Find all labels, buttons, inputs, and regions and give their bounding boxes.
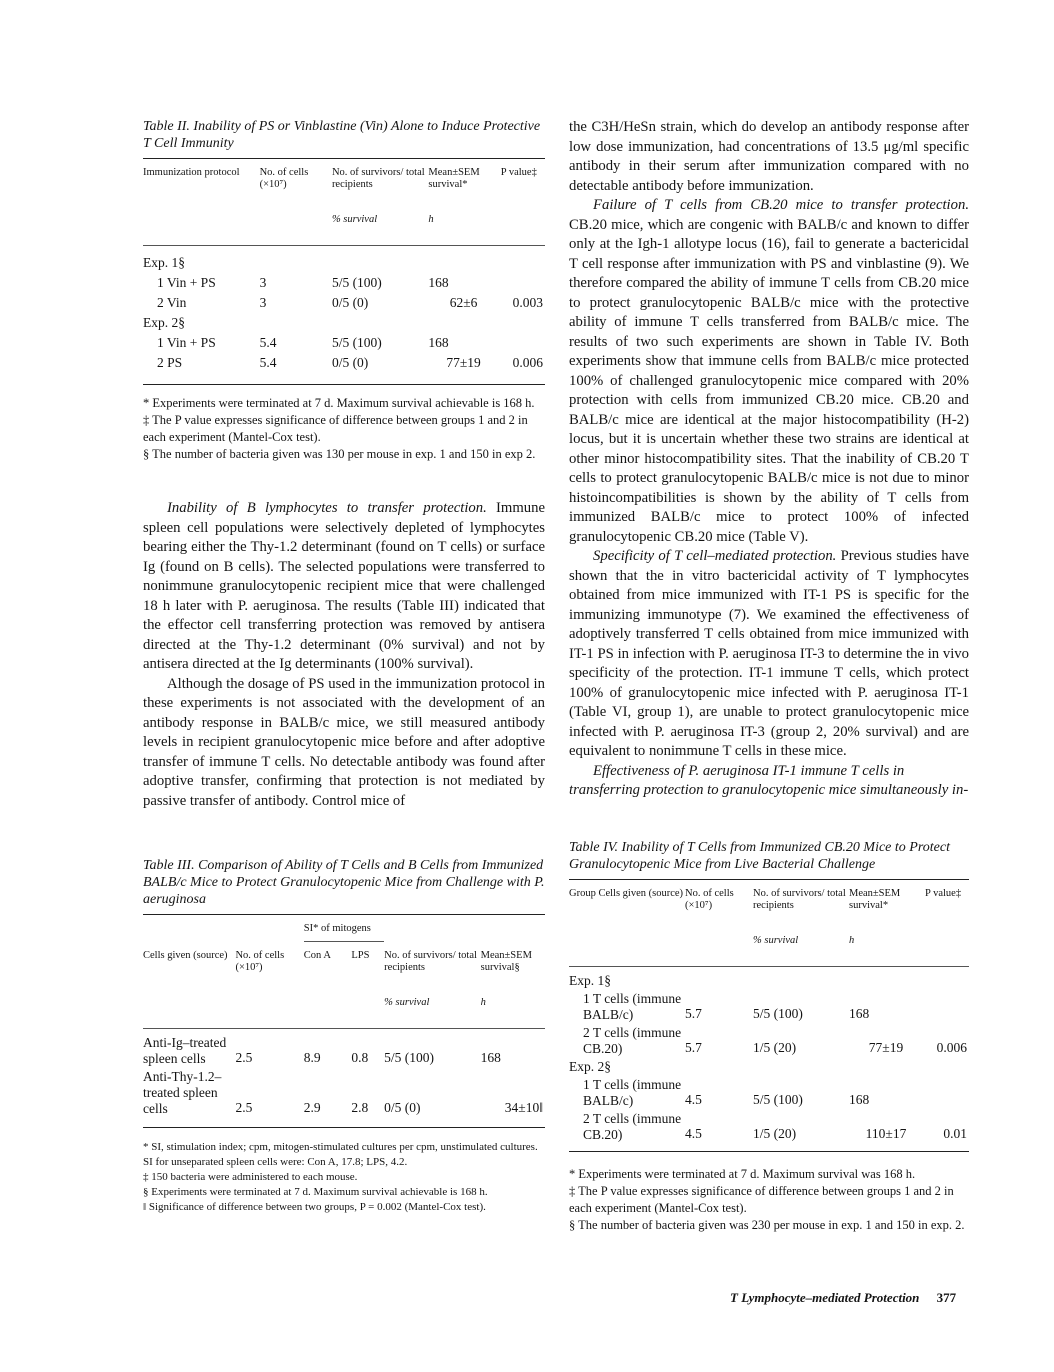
table3-row [143,1068,545,1128]
table4-cell: 4.5 [685,1091,702,1107]
table3-cell: 2.9 [303,1099,321,1115]
paragraph-lead: Inability of B lymphocytes to transfer protection. [167,500,487,516]
table2-unit [143,197,260,246]
running-title: T Lymphocyte–mediated Protection [730,1290,920,1305]
table2-row [143,313,545,333]
table4-cell: 5/5 (100) [753,1005,803,1021]
table2-cell: Exp. 2§ [143,315,185,330]
table4-row [569,966,969,990]
table2-cell: 0/5 (0) [331,295,369,310]
table3-unit: h [480,996,486,1008]
table2-footnote: § The number of bacteria given was 130 per mouse in exp. 1 and 150 in exp 2. [143,447,536,461]
table3-units-row [143,980,545,1029]
table2-cell: 5/5 (100) [331,275,382,290]
table2-cell: 5.4 [259,335,277,350]
table2 [143,158,545,385]
table3-header: Mean±SEM survival§ [480,949,532,973]
table2-unit [501,197,545,246]
paragraph [569,196,969,547]
table2-header: No. of cells (×10⁷) [259,167,309,190]
table2-row [143,353,545,385]
table4-header: P value‡ [925,887,962,899]
table4-row [569,1058,969,1076]
table2-unit [260,197,332,246]
table2-footnote: * Experiments were terminated at 7 d. Maximum survival achievable is 168 h. [143,396,535,410]
table4-cell: 5/5 (100) [753,1091,803,1107]
table3-cell: 5/5 (100) [384,1049,435,1065]
table3-header: Con A [303,950,331,961]
table2-cell: 1 Vin + PS [157,275,216,290]
table2-cell: 168 [428,275,449,290]
paragraph-lead: Failure of T cells from CB.20 mice to transfer protection. [593,197,969,213]
table2-cell: 0/5 (0) [331,355,369,370]
table4-cell: 2 T cells (immune CB.20) [583,1024,682,1056]
table2-header: P value‡ [500,167,537,178]
table4-cell: 110±17 [865,1125,907,1141]
table2-cell: Exp. 1§ [143,255,185,270]
table2-header-row [143,159,545,198]
table4-units-row [569,918,969,967]
right-column [569,118,969,1234]
table4-unit: % survival [753,934,799,946]
table4-cell: 5.7 [685,1039,702,1055]
table2-cell: 3 [259,295,267,310]
table2-row [143,246,545,274]
table3-footnote: § Experiments were terminated at 7 d. Maximum survival achievable is 168 h. [143,1185,488,1198]
table4-header-row [569,879,969,918]
table4-header: No. of survivors/ total recipients [753,887,846,911]
table4-row [569,1024,969,1058]
table2-cell: 3 [259,275,267,290]
table4-footnote: ‡ The P value expresses significance of difference between groups 1 and 2 in each experiment (Mantel-Cox test). [569,1183,954,1215]
table2-footnote: ‡ The P value expresses significance of difference between groups 1 and 2 in each experiment (Mantel-Cox test). [143,413,528,444]
table4-cell: 5.7 [685,1005,702,1021]
table3-cell: Anti-Thy-1.2–treated spleen cells [143,1068,222,1116]
table3-header: LPS [351,950,370,961]
paragraph [143,499,545,675]
table4-row [569,1110,969,1152]
paragraph-text: Although the dosage of PS used in the immunization protocol in these experiments is not associated with the development of an antibody response in BALB/c mice, we still measured antibody levels in recipient granulocytopenic mice before and after adoptive transfer of immune T cells. No detectable antibody was found after adoptive transfer, confirming that protection is not mediated by passive transfer of antibody. Control mice of [143,675,545,809]
table4-footnotes [569,1166,969,1234]
table4-cell [925,1076,969,1110]
table4-header: Group Cells given (source) [569,887,684,899]
table3-footnote: ‡ 150 bacteria were administered to each mouse. [143,1170,358,1183]
paragraph [569,762,969,801]
table2-cell: 5/5 (100) [331,335,382,350]
table3-header: No. of cells (×10⁷) [235,949,285,973]
table4-unit: h [849,934,855,946]
table4-cell: Exp. 2§ [569,1058,611,1074]
table4-row [569,1076,969,1110]
table3-cell: Anti-Ig–treated spleen cells [143,1034,227,1066]
table4-cell [925,990,969,1024]
left-column [143,118,545,1215]
table3-footnote: * SI, stimulation index; cpm, mitogen-stimulated cultures per cpm, unstimulated cultures. SI for unseparated spleen cells were: Con A, 17.8; LPS, 4.2. [143,1140,538,1168]
table3-cell: 34±10‖ [504,1099,543,1115]
table4-cell: 0.006 [936,1039,967,1055]
table4 [569,879,969,1152]
table4-cell: 2 T cells (immune CB.20) [583,1110,682,1142]
paragraph [569,547,969,762]
table2-header: No. of survivors/ total recipients [331,167,425,190]
table2-cell [501,333,545,353]
table3-cell: 2.5 [235,1099,253,1115]
table3-group-row [143,915,545,942]
table3-header: No. of survivors/ total recipients [384,949,477,973]
table2-row [143,273,545,293]
table2-cell: 5.4 [259,355,277,370]
table2-caption: Table II. Inability of PS or Vinblastine (Vin) Alone to Induce Protective T Cell Immunity [143,119,541,151]
paragraph-text: the C3H/HeSn strain, which do develop an antibody response after low dose immunization, had concentrations of 13.5 μg/ml specific antibody in their serum after immunization compared with no detectable antibody before immunization. [569,119,969,194]
table2-header: Immunization protocol [143,167,240,178]
table3-footnotes [143,1140,545,1215]
table3-row [143,1028,545,1068]
table3-block [143,857,545,1215]
table4-caption: Table IV. Inability of T Cells from Immunized CB.20 Mice to Protect Granulocytopenic Mice from Live Bacterial Challenge [569,839,950,872]
table2-unit: h [428,214,434,225]
table4-header: No. of cells (×10⁷) [685,887,734,911]
paragraph-lead: Effectiveness of P. aeruginosa IT-1 immune T cells in transferring protection to granulocytopenic mice simultaneously in- [569,762,969,798]
page-footer [730,1290,956,1306]
table2-header: Mean±SEM survival* [428,167,480,190]
left-body-text [143,499,545,811]
table2-row [143,333,545,353]
paragraph-text: CB.20 mice, which are congenic with BALB/c and known to differ only at the Igh-1 allotype locus (16), fail to generate a bactericidal T cell response after immunization with PS and vinblastine (9). We therefore compared the ability of immune T cells from CB.20 mice to protect granulocytopenic BALB/c mice with the protective ability of immune T cells transferred from BALB/c mice. The results of two such experiments are shown in Table IV. Both experiments show that immune cells from BALB/c mice protected 100% of challenged granulocytopenic mice compared with 20% protection with cells from immunized CB.20 mice. CB.20 and BALB/c mice are identical at the major histocompatibility (H-2) locus, but it is uncertain whether these two strains are identical at other minor histocompatibility sites. That the inability of CB.20 T cells to protect granulocytopenic BALB/c mice is not due to minor histoincompatibilities is shown by the ability of T cells from immunized BALB/c mice to protect 100% of infected granulocytopenic CB.20 mice (Table V). [569,216,969,545]
table4-row [569,990,969,1024]
table4-header: Mean±SEM survival* [849,887,901,911]
paragraph-text: Previous studies have shown that the in vitro bactericidal activity of T lymphocytes obtained from mice immunized with IT-1 PS is specific for the immunizing immunotype (7). We examined the effectiveness of adoptively transferred T cells obtained from mice immunized with IT-1 PS in infection with P. aeruginosa IT-3 to determine the in vivo specificity of the protection. IT-1 immune T cells, which protect 100% of granulocytopenic mice infected with P. aeruginosa IT-1 (Table VI, group 1), are unable to protect granulocytopenic mice infected with P. aeruginosa IT-3 (group 2, 20% survival) and are equivalent to nonimmune T cells in these mice. [569,548,969,759]
table3-caption: Table III. Comparison of Ability of T Cells and B Cells from Immunized BALB/c Mice to Protect Granulocytopenic Mice from Challenge with P. aeruginosa [143,858,545,907]
table3-group-header: SI* of mitogens [304,915,384,942]
table2-cell: 2 PS [157,355,183,370]
table4-footnote: * Experiments were terminated at 7 d. Maximum survival was 168 h. [569,1166,916,1181]
page-number: 377 [936,1290,957,1305]
table3-cell: 0.8 [351,1049,369,1065]
table4-cell: 4.5 [685,1125,702,1141]
table3-cell: 2.8 [351,1099,369,1115]
table3 [143,914,545,1128]
table3-cell: 8.9 [303,1049,321,1065]
table4-cell: 1/5 (20) [753,1039,797,1055]
table3-cell: 168 [480,1049,501,1065]
table2-cell: 2 Vin [157,295,187,310]
table2-cell [501,273,545,293]
table3-footnote: ‖ Significance of difference between two groups, P = 0.002 (Mantel-Cox test). [143,1200,486,1213]
table3-cell: 0/5 (0) [384,1099,421,1115]
table4-cell: 0.01 [943,1125,967,1141]
table3-header: Cells given (source) [143,949,228,961]
table4-cell: 168 [849,1091,870,1107]
table4-cell: 1/5 (20) [753,1125,797,1141]
table2-footnotes [143,395,545,463]
table2-unit: % survival [331,214,378,225]
table2-units-row [143,197,545,246]
table3-unit: % survival [384,996,430,1008]
table2-cell: 77±19 [446,355,481,370]
table2-cell: 62±6 [449,295,478,310]
paragraph-text: Immune spleen cell populations were selectively depleted of lymphocytes bearing either the Thy-1.2 determinant (found on T cells) or surface Ig (found on B cells). The selected populations were transferred to nonimmune granulocytopenic recipient mice that were challenged 18 h later with P. aeruginosa. The results (Table III) indicated that the effector cell transferring protection was removed by antisera directed at the Thy-1.2 determinant (0% survival) and not by antisera directed at the Ig determinants (100% survival). [143,500,545,672]
table4-footnote: § The number of bacteria given was 230 per mouse in exp. 1 and 150 in exp. 2. [569,1217,965,1232]
table2-cell: 168 [428,335,449,350]
table4-cell: 168 [849,1005,870,1021]
table2-cell: 0.003 [512,295,543,310]
right-body-text [569,118,969,801]
table3-cell: 2.5 [235,1049,253,1065]
paragraph [569,118,969,196]
table2-row [143,293,545,313]
paragraph [143,675,545,812]
table4-block [569,839,969,1234]
table4-cell: Exp. 1§ [569,972,611,988]
table4-cell: 1 T cells (immune BALB/c) [583,990,682,1022]
table2-cell: 0.006 [512,355,543,370]
table2-cell: 1 Vin + PS [157,335,216,350]
paragraph-lead: Specificity of T cell–mediated protection. [593,548,837,564]
table3-header-row [143,942,545,980]
table4-cell: 77±19 [868,1039,904,1055]
table4-cell: 1 T cells (immune BALB/c) [583,1076,682,1108]
